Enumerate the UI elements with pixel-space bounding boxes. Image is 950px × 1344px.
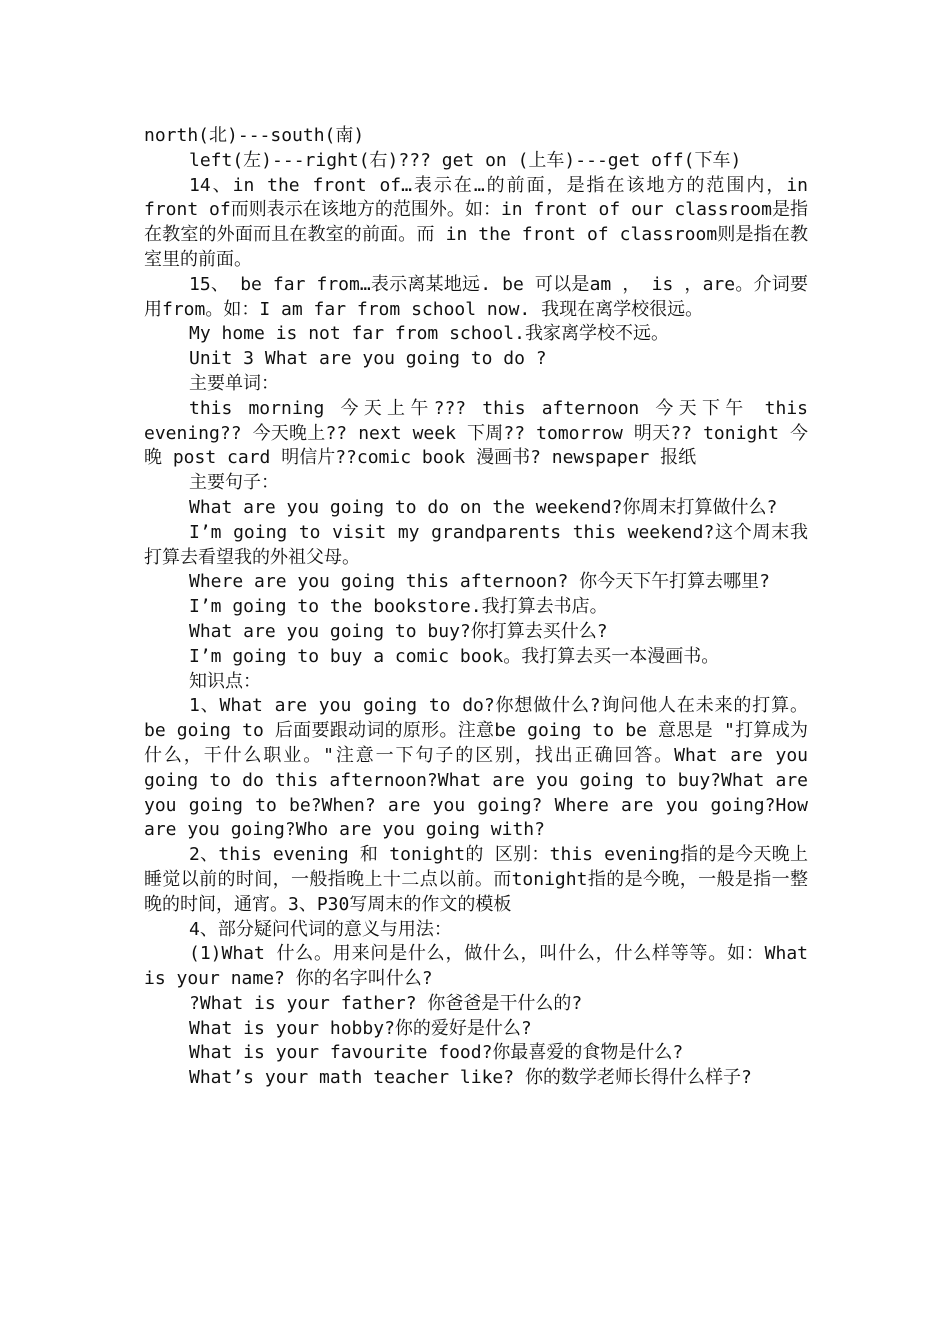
subheading: 知识点： (189, 670, 261, 692)
paragraph: What are you going to buy?你打算去买什么? (189, 620, 608, 642)
paragraph: left(左)---right(右)??? get on (上车)---get off(下车) (189, 149, 742, 171)
paragraph: 14、in the front of…表示在…的前面，是指在该地方的范围内，in front of而则表示在该地方的范围外。如：in front of our classroom是指在教室的外面而且在教室的前面。而 in the front of classroom则是指在教室里的前面。 (144, 174, 808, 270)
subheading: 主要句子： (189, 472, 279, 494)
paragraph: 1、What are you going to do?你想做什么?询问他人在未来的打算。be going to 后面要跟动词的原形。注意be going to be 意思是 "打算成为什么，干什么职业。"注意一下句子的区别，找出正确回答。What are you going to do this afternoon?What are you going to buy?What are you going to be?When? are you going? Where are you going?How are you going?Who are you going with? (144, 695, 808, 841)
paragraph: I’m going to visit my grandparents this weekend?这个周末我打算去看望我的外祖父母。 (144, 521, 808, 568)
paragraph: What’s your math teacher like? 你的数学老师长得什么样子? (189, 1067, 752, 1089)
subheading: 主要单词： (189, 372, 279, 394)
document-body (144, 124, 808, 1091)
paragraph: My home is not far from school.我家离学校不远。 (189, 323, 669, 345)
paragraph: 4、部分疑问代词的意义与用法： (189, 918, 452, 940)
paragraph: I’m going to the bookstore.我打算去书店。 (189, 596, 608, 618)
paragraph: 15、 be far from…表示离某地远. be 可以是am ， is ，are。介词要用from。如：I am far from school now. 我现在离学校很远。 (144, 273, 808, 320)
section-heading: Unit 3 What are you going to do ? (189, 348, 547, 370)
paragraph: (1)What 什么。用来问是什么，做什么，叫什么，什么样等等。如：What is your name? 你的名字叫什么? (144, 943, 808, 990)
paragraph: north(北)---south(南) (144, 125, 365, 146)
paragraph: What is your favourite food?你最喜爱的食物是什么? (189, 1042, 684, 1064)
paragraph: 2、this evening 和 tonight的 区别：this evening指的是今天晚上睡觉以前的时间，一般指晚上十二点以前。而tonight指的是今晚，一般是指一整晚的时间，通宵。3、P30写周末的作文的模板 (144, 844, 808, 915)
paragraph: this morning 今天上午??? this afternoon 今天下午 this evening?? 今天晚上?? next week 下周?? tomorrow 明天?? tonight 今晚 post card 明信片??comic book 漫画书? newspaper 报纸 (144, 397, 808, 469)
paragraph: What are you going to do on the weekend?你周末打算做什么? (189, 496, 778, 518)
paragraph: I’m going to buy a comic book。我打算去买一本漫画书。 (189, 645, 720, 667)
paragraph: ?What is your father? 你爸爸是干什么的? (189, 992, 583, 1014)
paragraph: What is your hobby?你的爱好是什么? (189, 1017, 532, 1039)
paragraph: Where are you going this afternoon? 你今天下午打算去哪里? (189, 571, 770, 593)
